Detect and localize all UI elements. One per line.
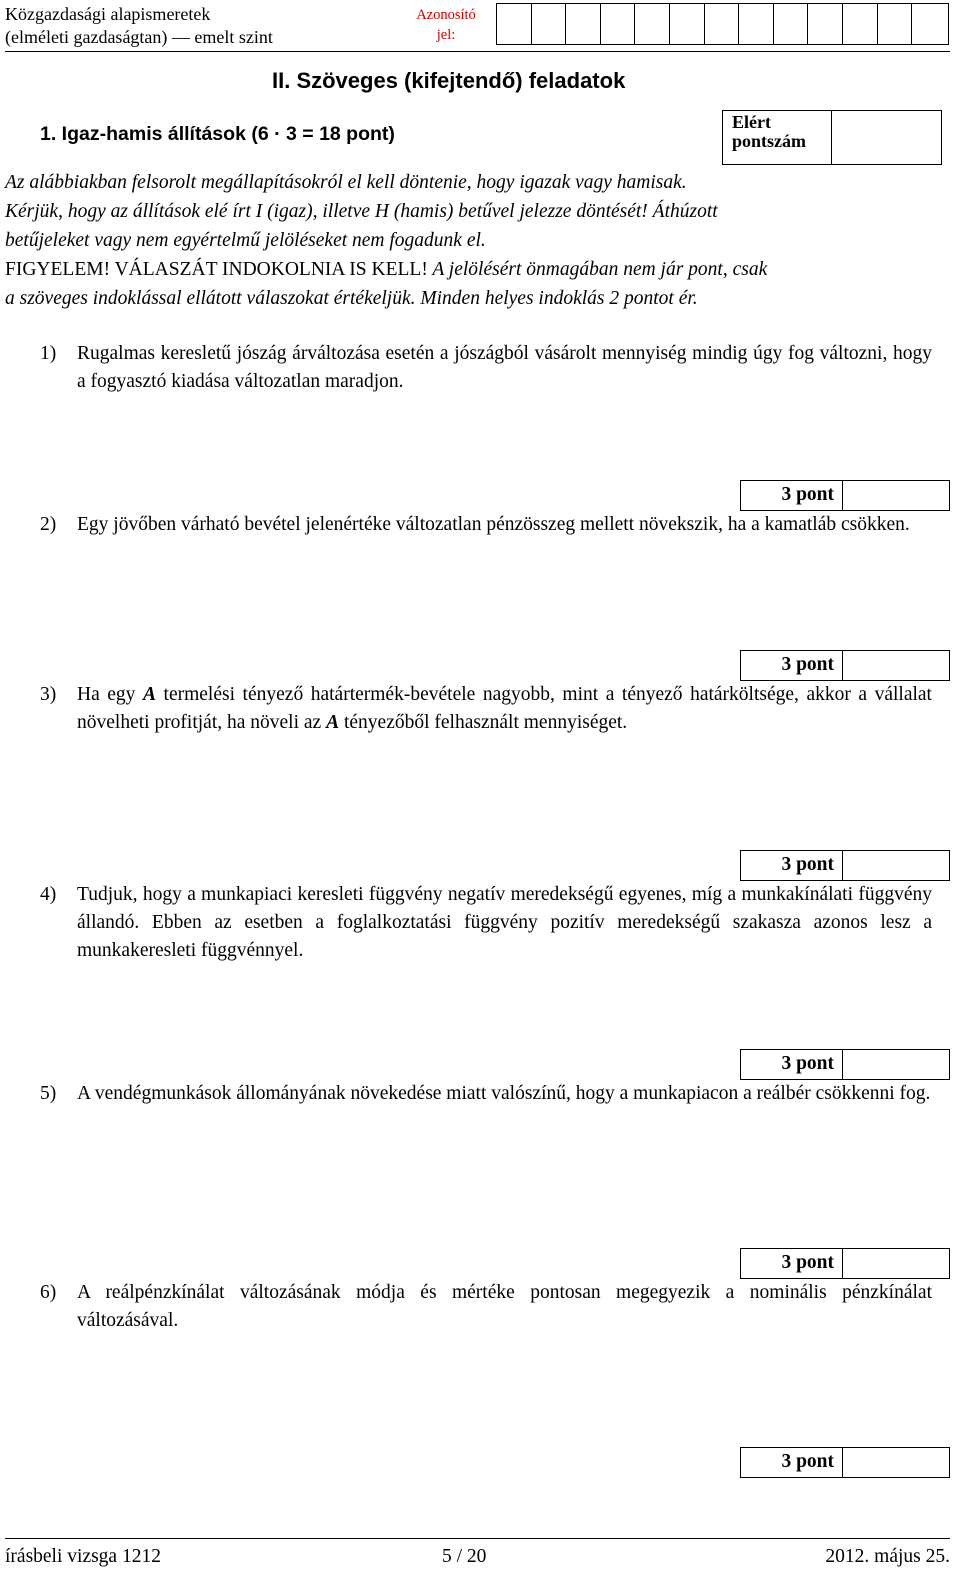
achieved-score-label-line1: Elért xyxy=(732,112,771,132)
instructions-line2: Kérjük, hogy az állítások elé írt I (igaz), illetve H (hamis) betűvel jelezze döntését! Áthúzott xyxy=(5,201,718,222)
task-title: 1. Igaz-hamis állítások (6 · 3 = 18 pont) xyxy=(40,123,395,145)
text-part: tényezőből felhasznált mennyiséget. xyxy=(339,712,628,733)
id-code-cell[interactable] xyxy=(566,4,601,44)
points-field[interactable] xyxy=(843,481,949,510)
achieved-score-label-line2: pontszám xyxy=(732,131,807,151)
id-code-cell[interactable] xyxy=(808,4,843,44)
statement-text: Egy jövőben várható bevétel jelenértéke változatlan pénzösszeg mellett növekszik, ha a kamatláb csökken. xyxy=(77,514,910,535)
statement-number: 4) xyxy=(40,884,57,905)
instructions-line1: Az alábbiakban felsorolt megállapításokról el kell döntenie, hogy igazak vagy hamisak. xyxy=(5,172,687,193)
footer-exam-code: írásbeli vizsga 1212 xyxy=(5,1546,161,1567)
id-code-cell[interactable] xyxy=(670,4,705,44)
statement-2 xyxy=(40,511,940,571)
footer-page-number: 5 / 20 xyxy=(442,1546,487,1567)
points-field[interactable] xyxy=(843,1249,949,1278)
points-label: 3 pont xyxy=(741,651,843,680)
text-part: Ha egy xyxy=(77,684,143,705)
section-title: II. Szöveges (kifejtendő) feladatok xyxy=(272,68,626,93)
achieved-score-label xyxy=(723,111,832,164)
instructions-line4 xyxy=(5,255,950,284)
id-code-cell[interactable] xyxy=(601,4,636,44)
header-subject xyxy=(5,3,273,49)
id-label-line2: jel: xyxy=(436,27,456,43)
statement-number: 6) xyxy=(40,1282,57,1303)
points-box-5 xyxy=(740,1248,950,1279)
statement-text: A vendégmunkások állományának növekedése miatt valószínű, hogy a munkapiacon a reálbér csökkenni fog. xyxy=(77,1083,931,1104)
statement-text: Rugalmas keresletű jószág árváltozása esetén a jószágból vásárolt mennyiség mindig úgy fog változni, hogy a fogyasztó kiadása változatlan maradjon. xyxy=(77,343,932,392)
points-label: 3 pont xyxy=(741,1050,843,1079)
id-code-cell[interactable] xyxy=(532,4,567,44)
id-code-cell[interactable] xyxy=(912,4,947,44)
instructions-line4b: A jelölésért önmagában nem jár pont, csak xyxy=(432,259,768,280)
id-code-cell[interactable] xyxy=(635,4,670,44)
points-field[interactable] xyxy=(843,651,949,680)
statement-5 xyxy=(40,1080,940,1140)
statement-1 xyxy=(40,340,940,400)
points-box-1 xyxy=(740,480,950,511)
points-box-6 xyxy=(740,1447,950,1478)
warning-text: FIGYELEM! VÁLASZÁT INDOKOLNIA IS KELL! xyxy=(5,259,428,280)
statement-6 xyxy=(40,1279,940,1339)
instructions-line3: betűjeleket vagy nem egyértelmű jelöléseket nem fogadunk el. xyxy=(5,230,486,251)
footer-rule xyxy=(5,1538,950,1539)
statement-text: A reálpénzkínálat változásának módja és mértéke pontosan megegyezik a nominális pénzkínálat változásával. xyxy=(77,1282,932,1331)
statement-number: 1) xyxy=(40,343,57,364)
id-code-cell[interactable] xyxy=(774,4,809,44)
header-subject-line2: (elméleti gazdaságtan) — emelt szint xyxy=(5,27,273,47)
id-code-cell[interactable] xyxy=(878,4,913,44)
id-code-cell[interactable] xyxy=(705,4,740,44)
id-code-cell[interactable] xyxy=(843,4,878,44)
points-label: 3 pont xyxy=(741,851,843,880)
id-label xyxy=(405,5,487,45)
points-label: 3 pont xyxy=(741,1448,843,1477)
points-field[interactable] xyxy=(843,1050,949,1079)
id-code-cell[interactable] xyxy=(497,4,532,44)
factor-symbol: A xyxy=(142,684,156,705)
points-box-3 xyxy=(740,850,950,881)
points-box-2 xyxy=(740,650,950,681)
points-label: 3 pont xyxy=(741,1249,843,1278)
achieved-score-box xyxy=(722,110,942,165)
header-subject-line1: Közgazdasági alapismeretek xyxy=(5,4,211,24)
statement-3 xyxy=(40,681,940,769)
id-label-line1: Azonosító xyxy=(416,7,476,23)
statement-4 xyxy=(40,881,940,969)
id-code-cell[interactable] xyxy=(739,4,774,44)
points-field[interactable] xyxy=(843,1448,949,1477)
points-box-4 xyxy=(740,1049,950,1080)
header-rule xyxy=(5,51,950,52)
statement-number: 5) xyxy=(40,1083,57,1104)
points-label: 3 pont xyxy=(741,481,843,510)
statement-number: 2) xyxy=(40,514,57,535)
statement-text: Tudjuk, hogy a munkapiaci keresleti függvény negatív meredekségű egyenes, míg a munkakínálati függvény állandó. Ebben az esetben a foglalkoztatási függvény pozitív meredekségű szakasza azonos lesz a munkakeresleti függvénnyel. xyxy=(77,884,932,961)
statement-text xyxy=(77,681,932,737)
achieved-score-field[interactable] xyxy=(832,111,941,164)
points-field[interactable] xyxy=(843,851,949,880)
text-part: termelési tényező határtermék-bevétele nagyobb, mint a tényező határköltsége, akkor a vállalat növelheti profitját, ha növeli az xyxy=(77,684,932,733)
instructions-line5: a szöveges indoklással ellátott válaszokat értékeljük. Minden helyes indoklás 2 pontot ér. xyxy=(5,288,698,309)
statement-number: 3) xyxy=(40,684,57,705)
instructions xyxy=(5,168,950,313)
factor-symbol: A xyxy=(326,712,340,733)
footer-date: 2012. május 25. xyxy=(825,1546,950,1567)
id-code-boxes xyxy=(496,3,949,45)
